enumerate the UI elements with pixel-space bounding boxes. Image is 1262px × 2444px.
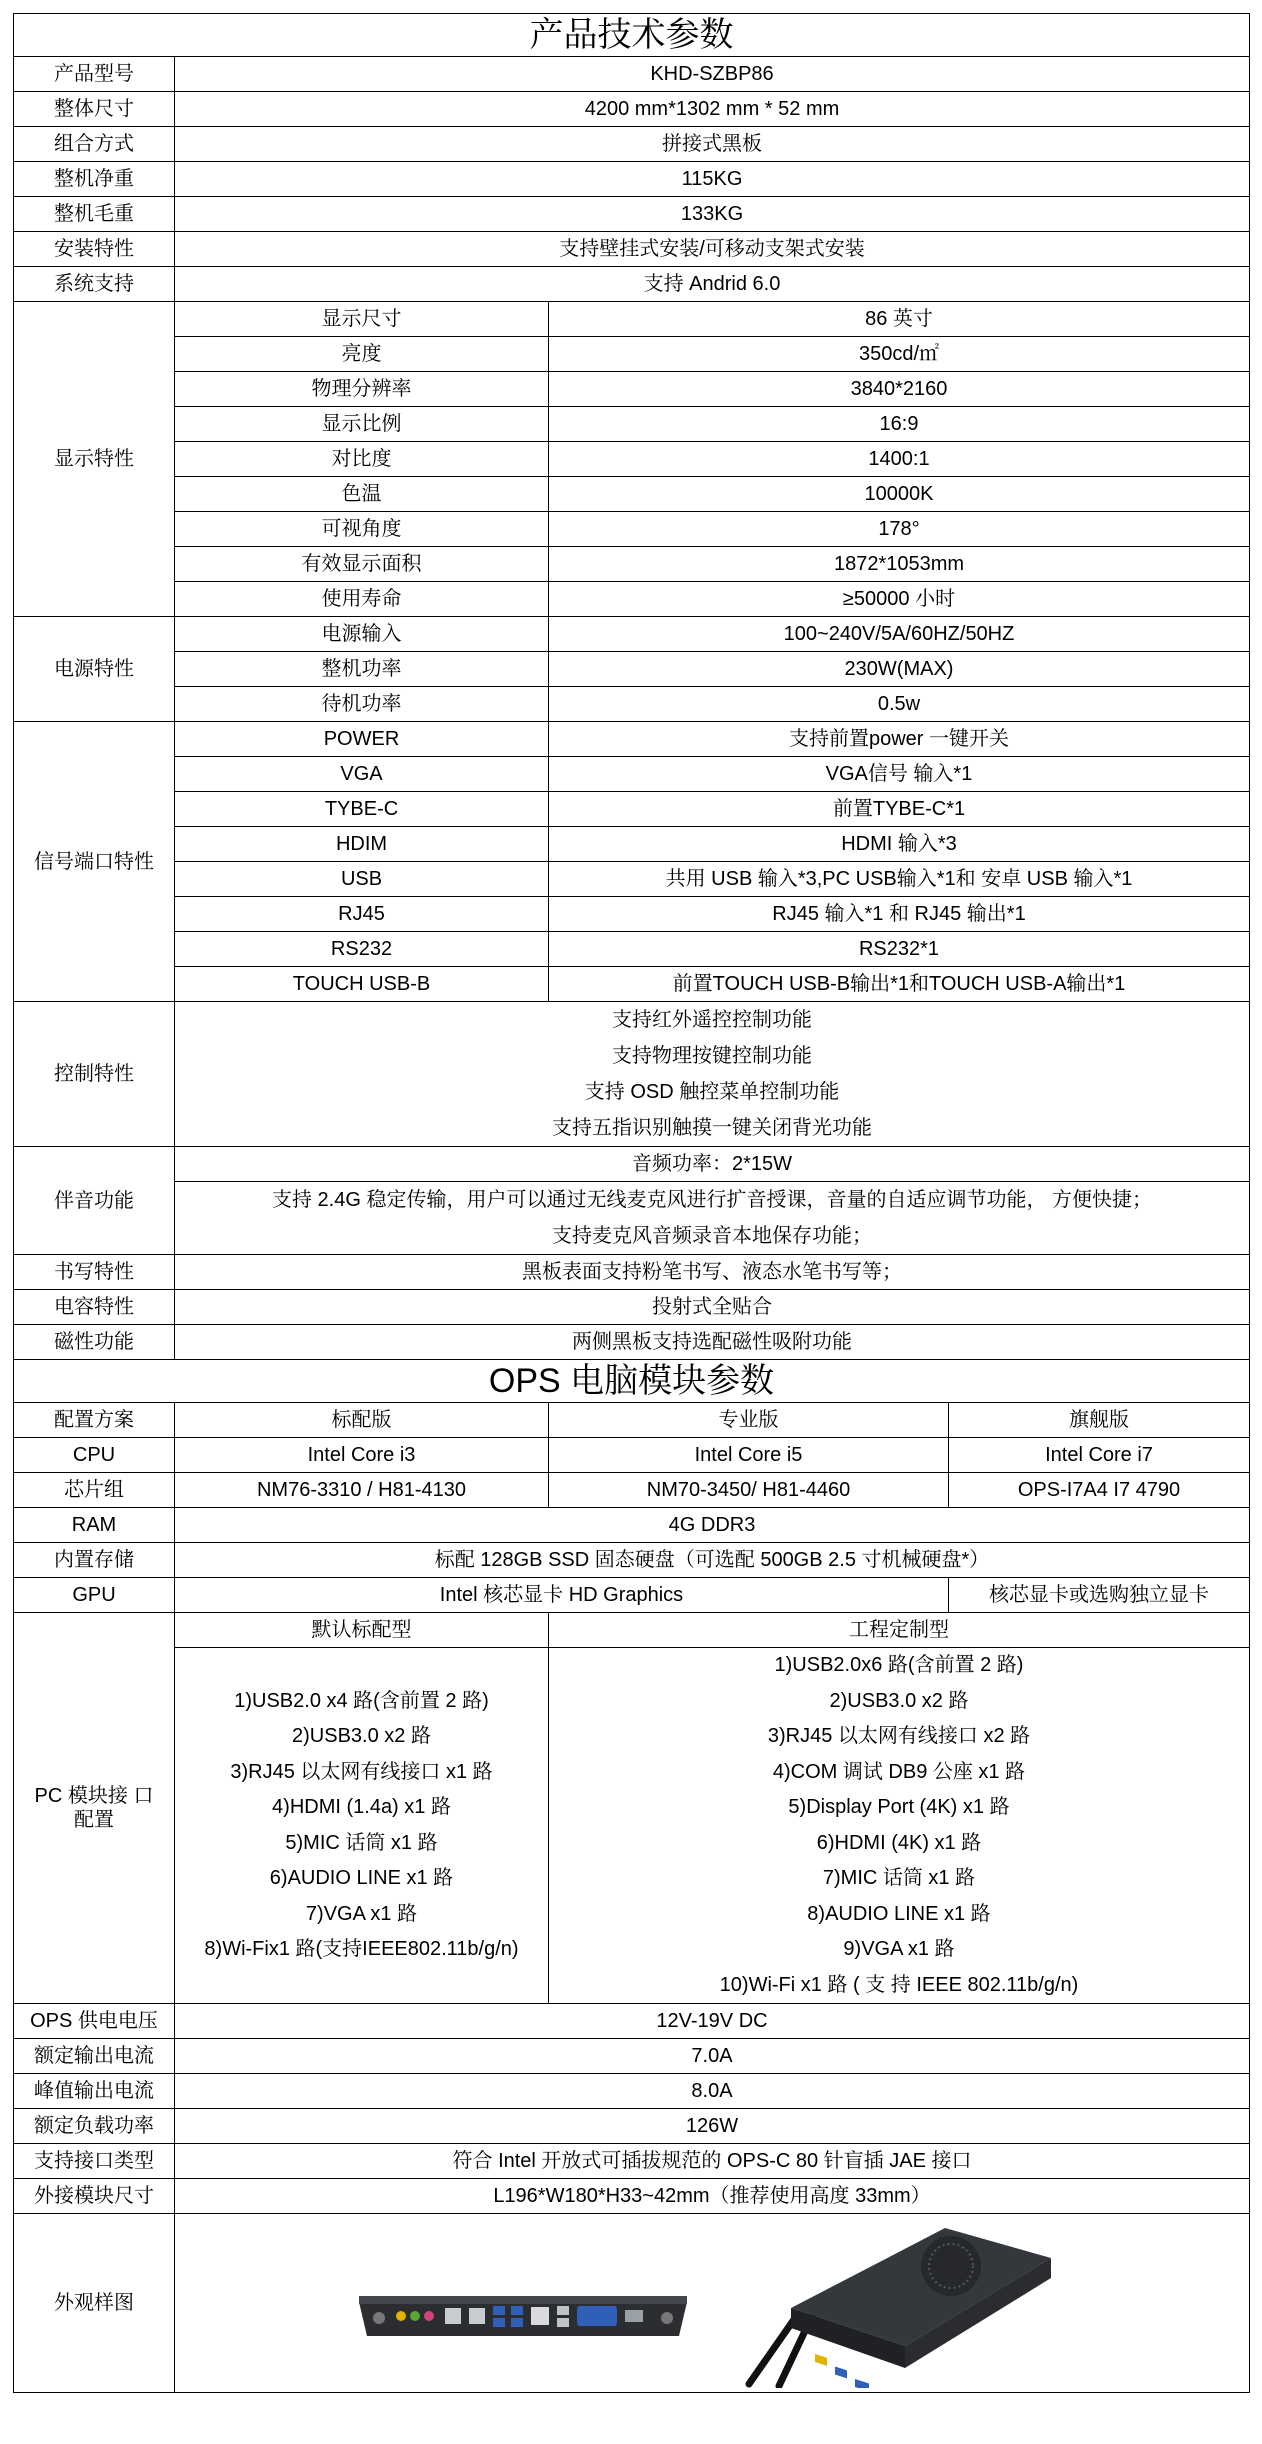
sub-key: 显示比例 <box>175 407 549 442</box>
control-lines <box>175 1002 1250 1147</box>
row-label: 外接模块尺寸 <box>14 2179 175 2214</box>
row-label: 安装特性 <box>14 232 175 267</box>
row-value: KHD-SZBP86 <box>175 57 1250 92</box>
row-label: 额定输出电流 <box>14 2039 175 2074</box>
section-label-control: 控制特性 <box>14 1002 175 1147</box>
row-label: 整体尺寸 <box>14 92 175 127</box>
sub-value: ≥50000 小时 <box>549 582 1250 617</box>
row-value: 两侧黑板支持选配磁性吸附功能 <box>175 1325 1250 1360</box>
pc-ports-label-line: PC 模块接 口 <box>34 1785 154 1807</box>
row-value: 投射式全贴合 <box>175 1290 1250 1325</box>
ops-header-flagship: 旗舰版 <box>949 1403 1250 1438</box>
row-label: 芯片组 <box>14 1473 175 1508</box>
sub-value: 支持前置power 一键开关 <box>549 722 1250 757</box>
pc-ports-custom-list <box>549 1648 1250 2004</box>
row-value: 12V-19V DC <box>175 2004 1250 2039</box>
sub-key: 使用寿命 <box>175 582 549 617</box>
row-label: 峰值输出电流 <box>14 2074 175 2109</box>
row-label: OPS 供电电压 <box>14 2004 175 2039</box>
sub-key: USB <box>175 862 549 897</box>
sub-key: RS232 <box>175 932 549 967</box>
ops-header-pro: 专业版 <box>549 1403 949 1438</box>
sub-key: 电源输入 <box>175 617 549 652</box>
port-item: 7)VGA x1 路 <box>305 1902 418 1925</box>
sub-key: 物理分辨率 <box>175 372 549 407</box>
sub-value: 350cd/㎡ <box>549 337 1250 372</box>
pc-ports-label-line: 配置 <box>74 1809 114 1831</box>
port-item: 3)RJ45 以太网有线接口 x2 路 <box>767 1725 1031 1747</box>
row-label: 产品型号 <box>14 57 175 92</box>
sub-key: 整机功率 <box>175 652 549 687</box>
row-value: 支持 Andrid 6.0 <box>175 267 1250 302</box>
audio-desc <box>175 1182 1250 1255</box>
control-line: 支持五指识别触摸一键关闭背光功能 <box>552 1117 872 1139</box>
sub-value: VGA信号 输入*1 <box>549 757 1250 792</box>
sub-value: 100~240V/5A/60HZ/50HZ <box>549 617 1250 652</box>
row-value: 126W <box>175 2109 1250 2144</box>
row-value: 115KG <box>175 162 1250 197</box>
page-title: 产品技术参数 <box>14 14 1250 57</box>
row-value: 核芯显卡或选购独立显卡 <box>949 1578 1250 1613</box>
row-label: 额定负载功率 <box>14 2109 175 2144</box>
sub-key: 待机功率 <box>175 687 549 722</box>
row-label: 整机毛重 <box>14 197 175 232</box>
sub-value: 178° <box>549 512 1250 547</box>
section-label-power: 电源特性 <box>14 617 175 722</box>
pc-ports-header-custom: 工程定制型 <box>549 1613 1250 1648</box>
ops-cell: Intel Core i7 <box>949 1438 1250 1473</box>
row-label: 内置存储 <box>14 1543 175 1578</box>
spec-table <box>13 13 1250 2393</box>
ops-header-label: 配置方案 <box>14 1403 175 1438</box>
sub-key: 对比度 <box>175 442 549 477</box>
ops-header-standard: 标配版 <box>175 1403 549 1438</box>
row-label: 支持接口类型 <box>14 2144 175 2179</box>
row-value: 8.0A <box>175 2074 1250 2109</box>
sub-value: 3840*2160 <box>549 372 1250 407</box>
row-label: 磁性功能 <box>14 1325 175 1360</box>
sub-value: 1872*1053mm <box>549 547 1250 582</box>
ops-module-image <box>735 2218 1055 2388</box>
row-value: 133KG <box>175 197 1250 232</box>
port-item: 3)RJ45 以太网有线接口 x1 路 <box>230 1760 493 1783</box>
row-value: 黑板表面支持粉笔书写、液态水笔书写等； <box>175 1255 1250 1290</box>
section-label-audio: 伴音功能 <box>14 1147 175 1255</box>
spec-sheet <box>13 13 1249 2393</box>
port-item: 6)HDMI (4K) x1 路 <box>816 1831 982 1854</box>
sub-value: RS232*1 <box>549 932 1250 967</box>
sub-key: RJ45 <box>175 897 549 932</box>
port-item: 5)Display Port (4K) x1 路 <box>788 1796 1010 1818</box>
pc-ports-header-default: 默认标配型 <box>175 1613 549 1648</box>
sub-key: TOUCH USB-B <box>175 967 549 1002</box>
port-item: 5)MIC 话筒 x1 路 <box>285 1831 438 1854</box>
appearance-images <box>175 2214 1250 2393</box>
ops-cell: OPS-I7A4 I7 4790 <box>949 1473 1250 1508</box>
sub-key: HDIM <box>175 827 549 862</box>
sub-value: 0.5w <box>549 687 1250 722</box>
sub-value: 16:9 <box>549 407 1250 442</box>
sub-key: 显示尺寸 <box>175 302 549 337</box>
port-item: 1)USB2.0 x4 路(含前置 2 路) <box>234 1689 489 1712</box>
sub-value: 前置TOUCH USB-B输出*1和TOUCH USB-A输出*1 <box>549 967 1250 1002</box>
port-item: 4)HDMI (1.4a) x1 路 <box>272 1796 451 1818</box>
control-line: 支持 OSD 触控菜单控制功能 <box>584 1081 840 1103</box>
sub-value: 86 英寸 <box>549 302 1250 337</box>
audio-power: 音频功率：2*15W <box>175 1147 1250 1182</box>
row-value: 标配 128GB SSD 固态硬盘（可选配 500GB 2.5 寸机械硬盘*） <box>175 1543 1250 1578</box>
ops-front-panel-image <box>353 2282 693 2352</box>
row-value: 7.0A <box>175 2039 1250 2074</box>
row-label: 外观样图 <box>14 2214 175 2393</box>
ops-cell: Intel Core i3 <box>175 1438 549 1473</box>
row-value: 支持壁挂式安装/可移动支架式安装 <box>175 232 1250 267</box>
ops-cell: NM70-3450/ H81-4460 <box>549 1473 949 1508</box>
sub-value: 10000K <box>549 477 1250 512</box>
row-label: RAM <box>14 1508 175 1543</box>
port-item: 9)VGA x1 路 <box>843 1938 955 1960</box>
sub-value: HDMI 输入*3 <box>549 827 1250 862</box>
sub-value: 1400:1 <box>549 442 1250 477</box>
port-item: 1)USB2.0x6 路(含前置 2 路) <box>774 1654 1024 1676</box>
pc-ports-default-list <box>175 1648 549 2004</box>
row-label: 书写特性 <box>14 1255 175 1290</box>
sub-key: 色温 <box>175 477 549 512</box>
port-item: 2)USB3.0 x2 路 <box>292 1725 431 1747</box>
audio-desc-line: 支持麦克风音频录音本地保存功能； <box>552 1225 872 1247</box>
port-item: 7)MIC 话筒 x1 路 <box>822 1867 976 1889</box>
sub-key: POWER <box>175 722 549 757</box>
row-value: 拼接式黑板 <box>175 127 1250 162</box>
port-item: 2)USB3.0 x2 路 <box>829 1689 969 1712</box>
row-value: 4200 mm*1302 mm * 52 mm <box>175 92 1250 127</box>
row-label: 电容特性 <box>14 1290 175 1325</box>
ops-cell: Intel Core i5 <box>549 1438 949 1473</box>
sub-value: RJ45 输入*1 和 RJ45 输出*1 <box>549 897 1250 932</box>
port-item: 8)Wi-Fix1 路(支持IEEE802.11b/g/n) <box>204 1938 519 1960</box>
row-label: GPU <box>14 1578 175 1613</box>
section-label-pc-ports <box>14 1613 175 2004</box>
row-label: 组合方式 <box>14 127 175 162</box>
sub-key: 亮度 <box>175 337 549 372</box>
port-item: 10)Wi-Fi x1 路 ( 支 持 IEEE 802.11b/g/n) <box>719 1973 1079 1996</box>
sub-value: 前置TYBE-C*1 <box>549 792 1250 827</box>
row-label: 系统支持 <box>14 267 175 302</box>
sub-value: 230W(MAX) <box>549 652 1250 687</box>
ops-cell: NM76-3310 / H81-4130 <box>175 1473 549 1508</box>
sub-value: 共用 USB 输入*3,PC USB输入*1和 安卓 USB 输入*1 <box>549 862 1250 897</box>
sub-key: 有效显示面积 <box>175 547 549 582</box>
row-value: Intel 核芯显卡 HD Graphics <box>175 1578 949 1613</box>
section-label-signal: 信号端口特性 <box>14 722 175 1002</box>
control-line: 支持物理按键控制功能 <box>612 1045 812 1067</box>
port-item: 4)COM 调试 DB9 公座 x1 路 <box>772 1760 1026 1783</box>
sub-key: TYBE-C <box>175 792 549 827</box>
control-line: 支持红外遥控控制功能 <box>612 1009 812 1031</box>
row-value: 符合 Intel 开放式可插拔规范的 OPS-C 80 针盲插 JAE 接口 <box>175 2144 1250 2179</box>
row-label: 整机净重 <box>14 162 175 197</box>
row-value: L196*W180*H33~42mm（推荐使用高度 33mm） <box>175 2179 1250 2214</box>
row-value: 4G DDR3 <box>175 1508 1250 1543</box>
section-label-display: 显示特性 <box>14 302 175 617</box>
audio-desc-line: 支持 2.4G 稳定传输，用户可以通过无线麦克风进行扩音授课，音量的自适应调节功能， 方便快捷； <box>271 1189 1153 1211</box>
section-title-ops: OPS 电脑模块参数 <box>14 1360 1250 1403</box>
port-item: 6)AUDIO LINE x1 路 <box>269 1867 454 1889</box>
sub-key: 可视角度 <box>175 512 549 547</box>
port-item: 8)AUDIO LINE x1 路 <box>807 1902 991 1925</box>
sub-key: VGA <box>175 757 549 792</box>
row-label: CPU <box>14 1438 175 1473</box>
